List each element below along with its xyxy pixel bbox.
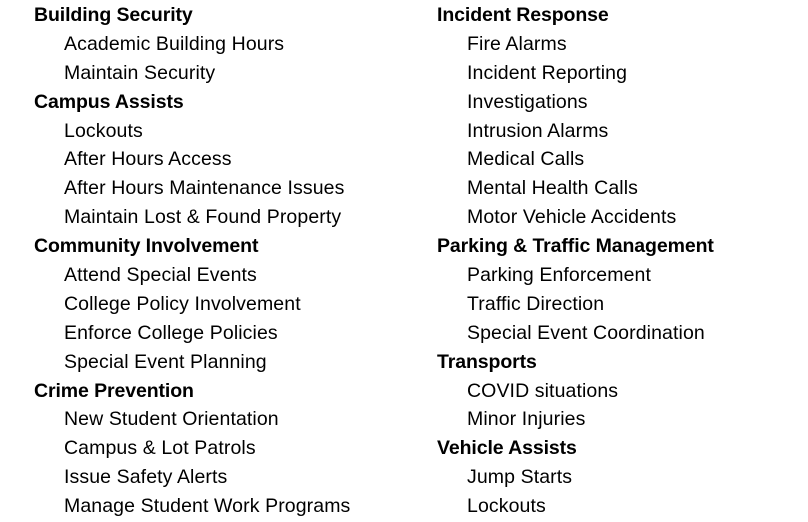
list-item: Maintain Security: [64, 61, 216, 84]
list-item: Manage Student Work Programs: [64, 495, 351, 518]
section-community-involvement: [34, 232, 424, 376]
list-item: Parking Enforcement: [467, 264, 651, 287]
list-item: Intrusion Alarms: [467, 119, 609, 142]
list-item: Investigations: [467, 90, 588, 113]
list-item: Campus & Lot Patrols: [64, 437, 256, 460]
section-crime-prevention: [34, 377, 424, 521]
list-item: Jump Starts: [467, 466, 573, 489]
list-item: Enforce College Policies: [64, 321, 278, 344]
list-item: Issue Safety Alerts: [64, 466, 228, 489]
section-heading: Crime Prevention: [34, 379, 194, 402]
list-item: Lockouts: [467, 495, 546, 518]
section-vehicle-assists: [437, 434, 797, 521]
section-heading: Transports: [437, 350, 537, 373]
list-item: College Policy Involvement: [64, 292, 301, 315]
section-building-security: [34, 1, 424, 88]
section-heading: Campus Assists: [34, 90, 184, 113]
list-item: Academic Building Hours: [64, 32, 285, 55]
list-item: Minor Injuries: [467, 408, 586, 431]
list-item: Mental Health Calls: [467, 177, 638, 200]
section-heading: Incident Response: [437, 4, 609, 26]
list-item: Special Event Planning: [64, 350, 267, 373]
list-item: Maintain Lost & Found Property: [64, 206, 342, 229]
right-column: [437, 1, 797, 521]
left-column: [34, 1, 424, 521]
section-heading: Parking & Traffic Management: [437, 235, 714, 258]
section-heading: Community Involvement: [34, 235, 259, 258]
section-heading: Building Security: [34, 4, 193, 26]
list-item: Lockouts: [64, 119, 143, 142]
list-item: After Hours Access: [64, 148, 232, 171]
list-item: Medical Calls: [467, 148, 585, 171]
list-item: Incident Reporting: [467, 61, 628, 84]
list-item: After Hours Maintenance Issues: [64, 177, 345, 200]
section-campus-assists: [34, 88, 424, 232]
section-incident-response: [437, 1, 797, 232]
list-item: New Student Orientation: [64, 408, 279, 431]
list-item: COVID situations: [467, 379, 619, 402]
list-item: Fire Alarms: [467, 32, 567, 55]
section-parking-traffic-management: [437, 232, 797, 348]
section-transports: [437, 348, 797, 435]
list-item: Motor Vehicle Accidents: [467, 206, 677, 229]
section-heading: Vehicle Assists: [437, 437, 577, 460]
list-item: Special Event Coordination: [467, 321, 705, 344]
list-item: Traffic Direction: [467, 292, 605, 315]
list-item: Attend Special Events: [64, 264, 257, 287]
